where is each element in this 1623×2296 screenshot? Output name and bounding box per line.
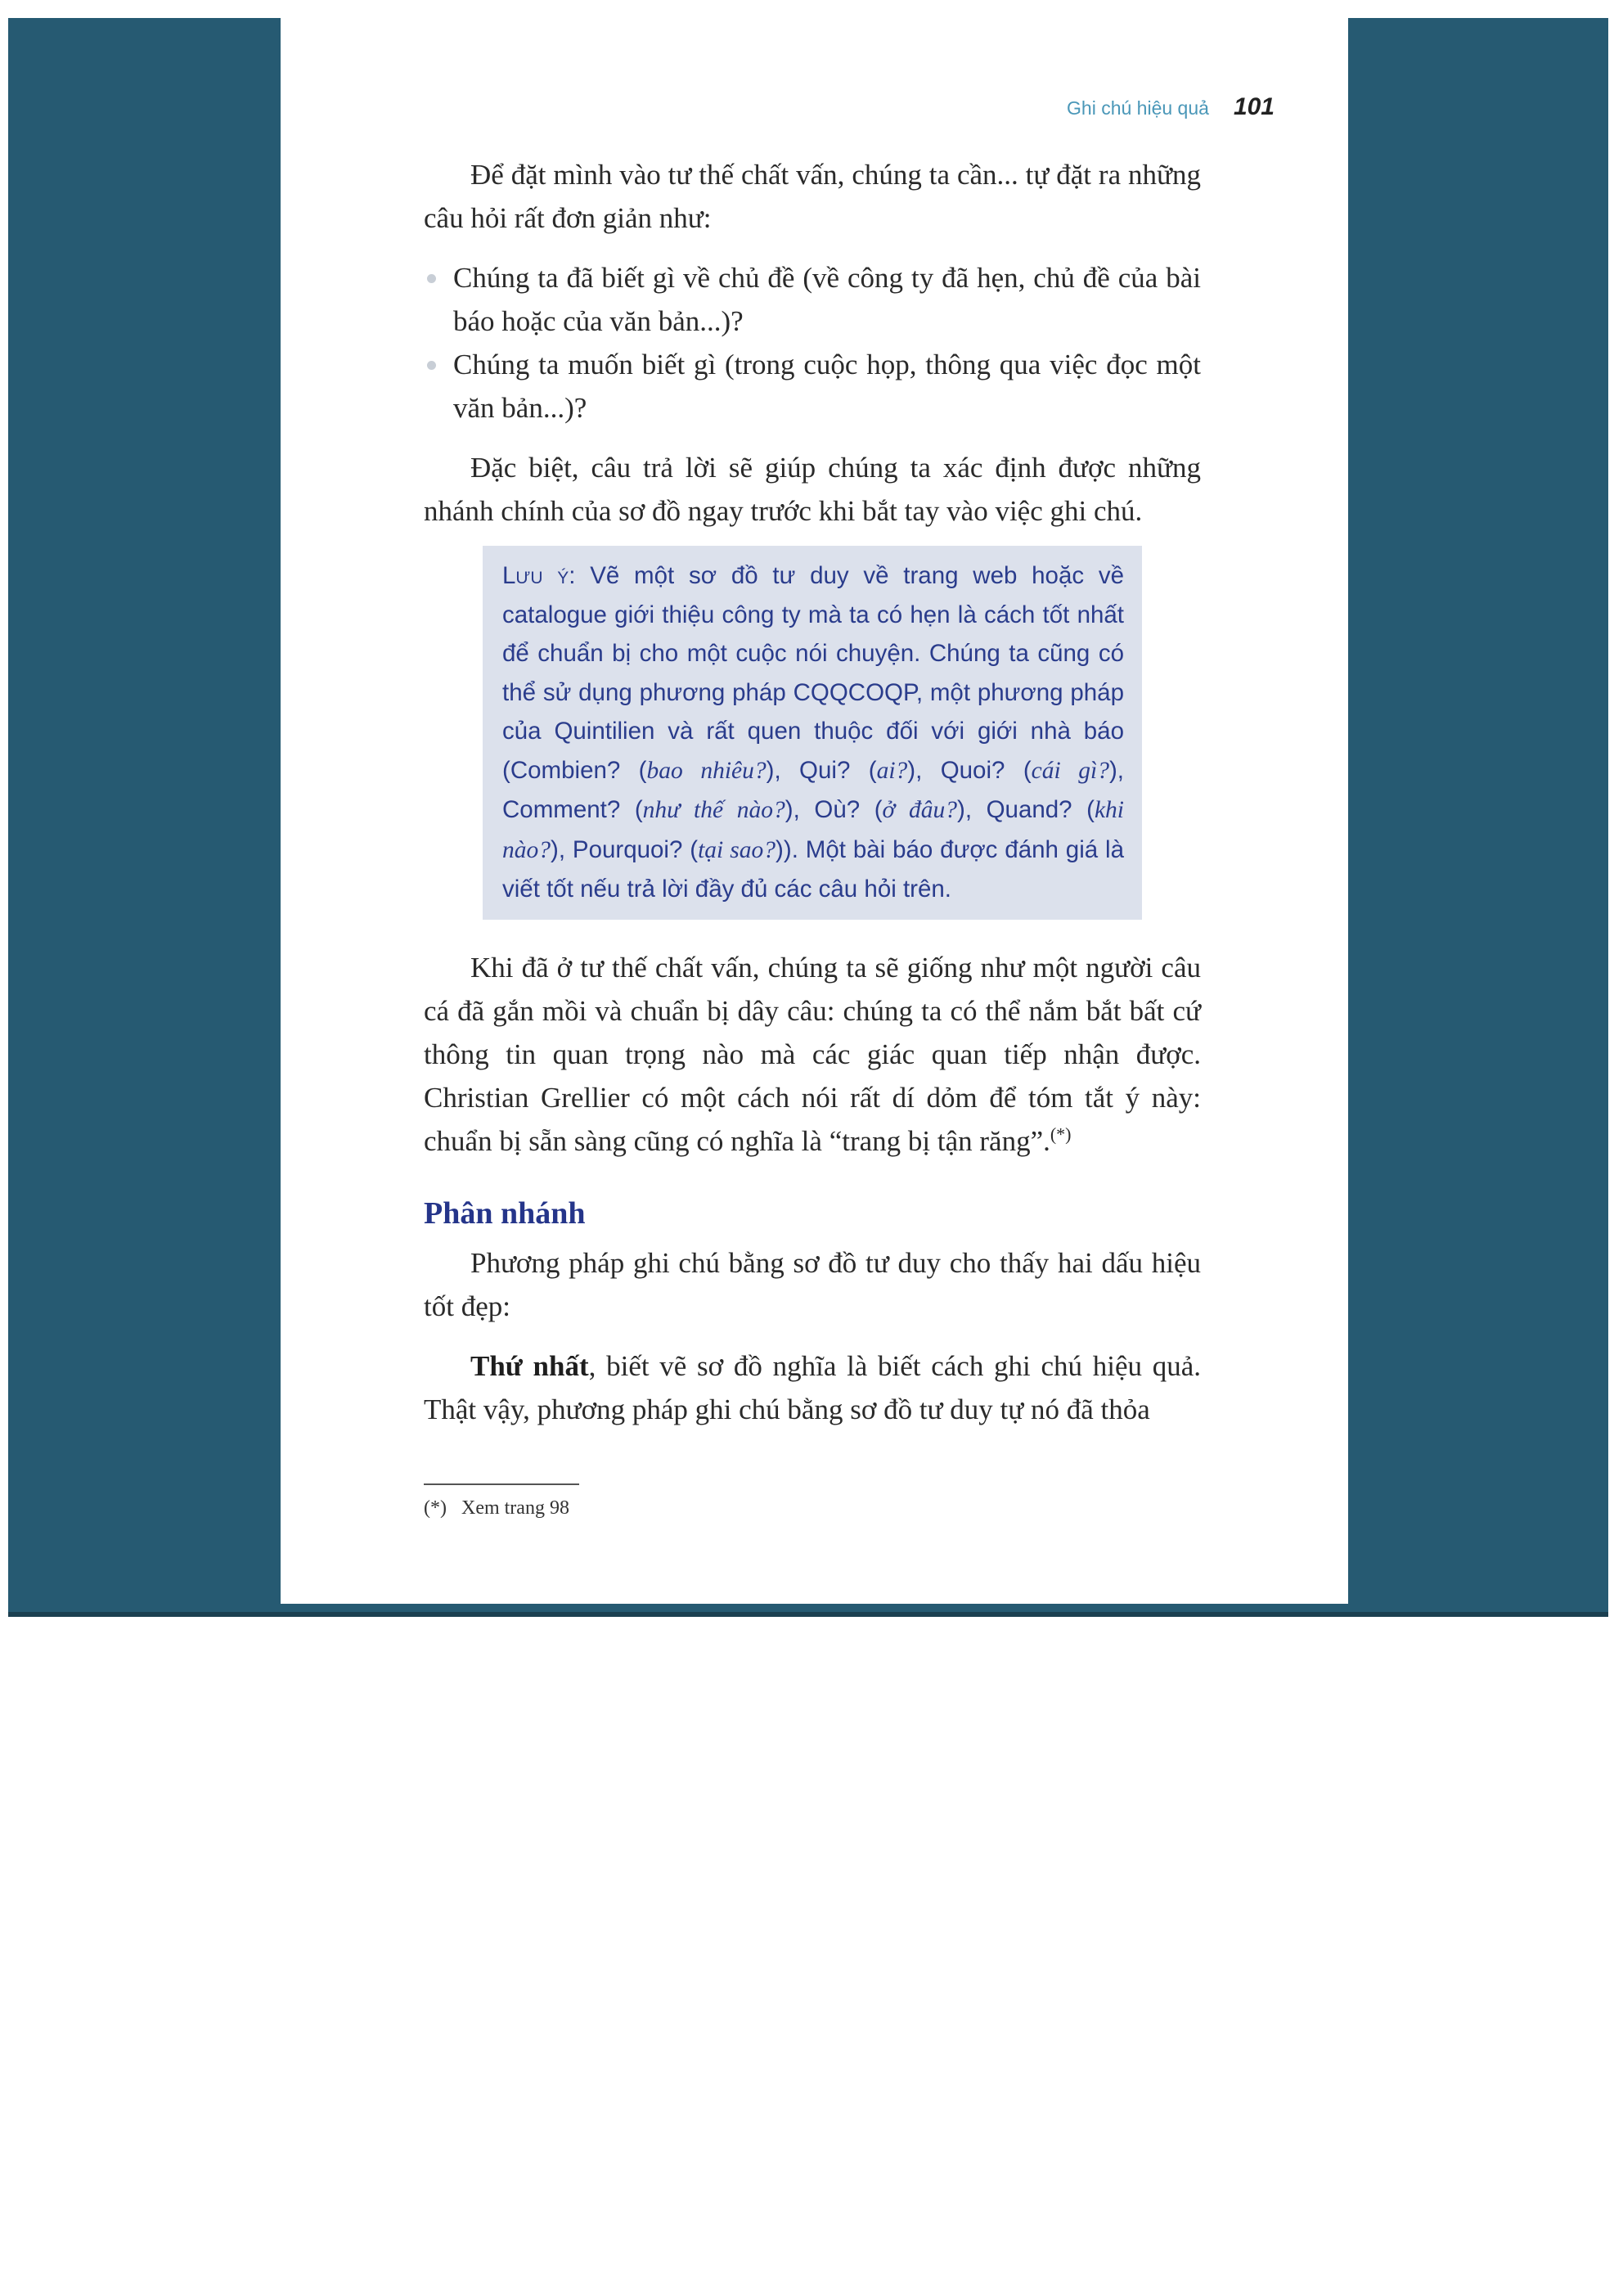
book-page bbox=[281, 18, 1348, 1604]
note-text: )). Một bài báo được đánh giá là viết tốt nếu trả lời đầy đủ các câu hỏi trên. bbox=[502, 835, 1125, 903]
bullet-dot-icon bbox=[427, 274, 436, 283]
section-heading: Phân nhánh bbox=[424, 1195, 586, 1231]
note-italic-translation: ai? bbox=[876, 757, 908, 784]
note-italic-translation: khi nào? bbox=[502, 797, 1125, 863]
footnote-marker: (*) bbox=[424, 1497, 447, 1519]
note-text: ), Qui? ( bbox=[766, 756, 877, 784]
paragraph-signs: Phương pháp ghi chú bằng sơ đồ tư duy cho thấy hai dấu hiệu tốt đẹp: bbox=[424, 1246, 1201, 1322]
running-title: Ghi chú hiệu quả bbox=[1067, 97, 1209, 119]
intro-paragraph: Để đặt mình vào tư thế chất vấn, chúng ta cần... tự đặt ra những câu hỏi rất đơn giản như: bbox=[424, 159, 1201, 234]
note-text: Vẽ một sơ đồ tư duy về trang web hoặc về catalogue giới thiệu công ty mà ta có hẹn là cách tốt nhất để chuẩn bị cho một cuộc nói chuyện. Chúng ta cũng có thể sử dụng phương pháp CQQCOQP, một phương pháp của Quintilien và rất quen thuộc đối với giới nhà báo (Combien? ( bbox=[502, 562, 1124, 784]
list-item bbox=[424, 343, 1201, 430]
footnote-reference: (*) bbox=[1050, 1123, 1072, 1144]
paragraph-first bbox=[424, 1344, 1201, 1431]
note-text: ), Pourquoi? ( bbox=[551, 835, 699, 863]
note-italic-translation: cái gì? bbox=[1031, 757, 1109, 784]
question-list bbox=[424, 256, 1201, 430]
bullet-dot-icon bbox=[427, 361, 436, 370]
note-italic-translation: như thế nào? bbox=[642, 797, 785, 823]
running-header bbox=[1067, 93, 1275, 121]
note-italic-translation: tại sao? bbox=[698, 836, 776, 863]
list-item bbox=[424, 256, 1201, 343]
paragraph-fishing bbox=[424, 946, 1201, 1163]
note-text: ), Où? ( bbox=[785, 796, 883, 823]
footnote bbox=[424, 1497, 569, 1519]
note-italic-translation: bao nhiêu? bbox=[646, 757, 767, 784]
footnote-divider bbox=[424, 1483, 579, 1485]
list-item-text: Chúng ta muốn biết gì (trong cuộc họp, thông qua việc đọc một văn bản...)? bbox=[453, 349, 1201, 424]
note-box bbox=[483, 546, 1142, 920]
emphasis-first: Thứ nhất bbox=[470, 1349, 589, 1382]
note-text: ), Comment? ( bbox=[502, 756, 1124, 823]
page-content bbox=[424, 153, 1201, 1431]
footnote-text: Xem trang 98 bbox=[461, 1497, 569, 1519]
paragraph-answer: Đặc biệt, câu trả lời sẽ giúp chúng ta xác định được những nhánh chính của sơ đồ ngay trước khi bắt tay vào việc ghi chú. bbox=[424, 452, 1201, 527]
paragraph-text: Khi đã ở tư thế chất vấn, chúng ta sẽ giống như một người câu cá đã gắn mồi và chuẩn bị dây câu: chúng ta có thể nắm bắt bất cứ thông tin quan trọng nào mà các giác quan tiếp nhận được. Christian Grellier có một cách nói rất dí dỏm để tóm tắt ý này: chuẩn bị sẵn sàng cũng có nghĩa là “trang bị tận răng”. bbox=[424, 951, 1201, 1157]
list-item-text: Chúng ta đã biết gì về chủ đề (về công ty đã hẹn, chủ đề của bài báo hoặc của văn bản...)? bbox=[453, 262, 1201, 337]
note-text: ), Quoi? ( bbox=[907, 756, 1032, 784]
note-text: ), Quand? ( bbox=[957, 796, 1095, 823]
page-number: 101 bbox=[1233, 93, 1275, 120]
note-label: Lưu ý: bbox=[502, 562, 576, 589]
scan-bottom-edge bbox=[8, 1612, 1608, 1617]
paragraph-text: , biết vẽ sơ đồ nghĩa là biết cách ghi chú hiệu quả. Thật vậy, phương pháp ghi chú bằng sơ đồ tư duy tự nó đã thỏa bbox=[424, 1349, 1201, 1425]
note-italic-translation: ở đâu? bbox=[882, 797, 958, 823]
